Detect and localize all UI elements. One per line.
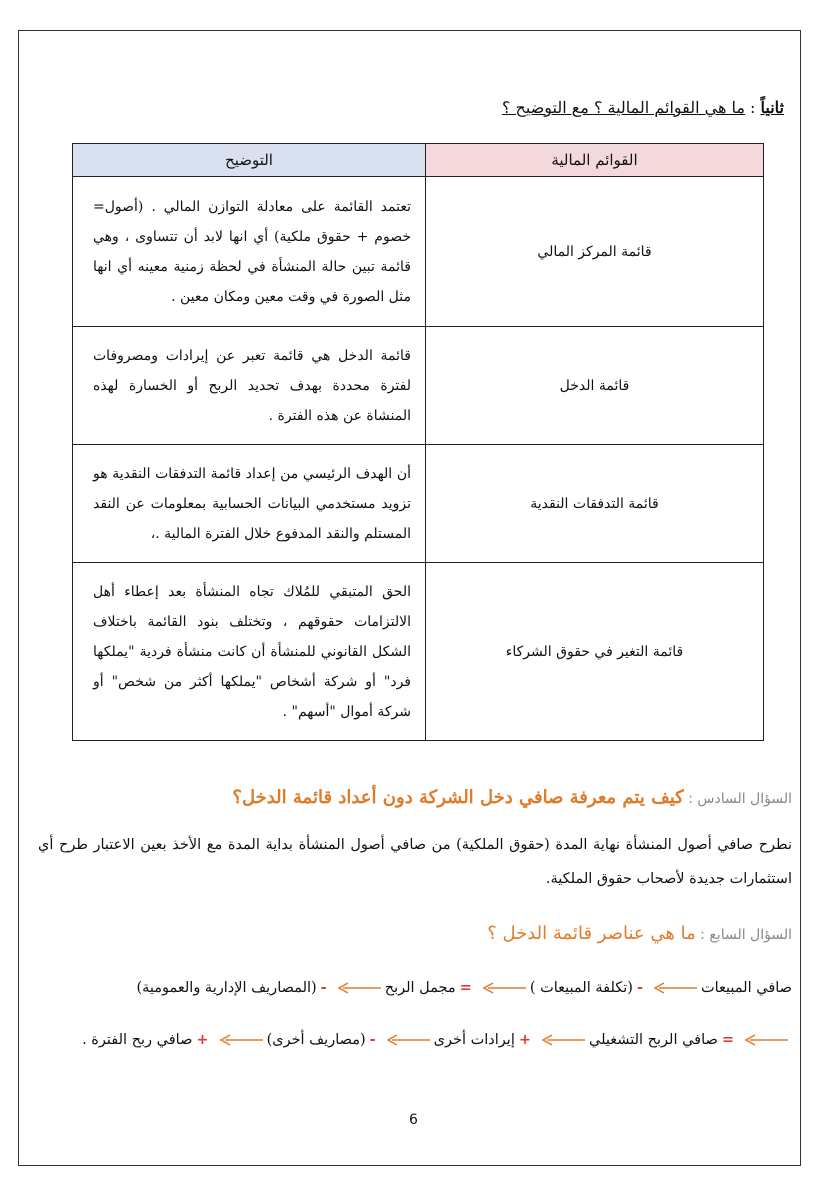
statement-name: قائمة المركز المالي [426,177,764,327]
statement-name: قائمة التدفقات النقدية [426,445,764,563]
financial-statements-table [72,143,764,741]
q6-text: كيف يتم معرفة صافي دخل الشركة دون أعداد قائمة الدخل؟ [232,787,684,808]
header-statements: القوائم المالية [426,144,764,177]
formula-operator: = [721,1032,734,1048]
formula-operator: - [369,1032,376,1048]
page-number: 6 [409,1112,418,1128]
arrow-left-icon [335,982,381,994]
formula-operator: + [518,1032,532,1048]
formula-term: صافي الربح التشغيلي [589,1032,718,1048]
formula-term: (مصاريف أخرى) [266,1032,366,1048]
heading-text: ما هي القوائم المالية ؟ مع التوضيح ؟ [501,98,745,117]
statement-explanation: الحق المتبقي للمُلاك تجاه المنشأة بعد إعطاء أهل الالتزامات حقوقهم ، وتختلف بنود القائمة باختلاف الشكل القانوني للمنشأة أن كانت منشأة فردية "يملكها فرد" أو شركة أشخاص "يملكها أكثر من شخص" أو شركة أموال "أسهم" . [73,563,426,741]
heading-colon: : [744,98,761,117]
arrow-left-icon [742,1034,788,1046]
statement-explanation: قائمة الدخل هي قائمة تعبر عن إيرادات ومصروفات لفترة محددة بهدف تحديد الربح أو الخسارة لهذه المنشاة عن هذه الفترة . [73,327,426,445]
formula-term: إيرادات أخرى [433,1032,515,1048]
formula-term: صافي المبيعات [700,980,792,996]
formula-operator: = [459,980,472,996]
q7-colon: : [695,927,710,943]
formula-line-2 [82,1027,792,1053]
header-explanation: التوضيح [73,144,426,177]
arrow-left-icon [651,982,697,994]
question-six [232,787,792,808]
formula-term: (المصاريف الإدارية والعمومية) [136,980,317,996]
statement-explanation: أن الهدف الرئيسي من إعداد قائمة التدفقات النقدية هو تزويد مستخدمي البيانات الحسابية بمعلومات عن النقد المستلم والنقد المدفوع خلال الفترة المالية .، [73,445,426,563]
heading-label: ثانياً [760,98,784,117]
arrow-left-icon [480,982,526,994]
q6-answer: نطرح صافي أصول المنشأة نهاية المدة (حقوق الملكية) من صافي أصول المنشأة بداية المدة مع الأخذ بعين الاعتبار طرح أي استثمارات جديدة لأصحاب حقوق الملكية. [38,837,792,887]
statement-name: قائمة التغير في حقوق الشركاء [426,563,764,741]
question-seven [487,923,792,944]
q6-colon: : [683,791,698,807]
q6-label: السؤال السادس [697,791,792,807]
table-row [73,563,764,741]
formula-term: صافي ربح الفترة . [82,1032,193,1048]
formula-operator: - [320,980,327,996]
statement-name: قائمة الدخل [426,327,764,445]
table-row [73,177,764,327]
formula-operator: + [196,1032,209,1048]
table-header-row [73,144,764,177]
table-row [73,445,764,563]
section-heading [502,98,784,117]
arrow-left-icon [217,1034,263,1046]
formula-term: (تكلفة المبيعات ) [529,980,633,996]
q7-text: ما هي عناصر قائمة الدخل ؟ [487,923,696,944]
formula-operator: - [636,980,643,996]
q7-label: السؤال السابع [709,927,792,943]
arrow-left-icon [384,1034,430,1046]
arrow-left-icon [539,1034,585,1046]
formula-line-1 [136,975,792,1001]
statement-explanation: تعتمد القائمة على معادلة التوازن المالي . (أصول= خصوم + حقوق ملكية) أي انها لابد أن تتساوى ، وهي قائمة تبين حالة المنشأة في لحظة زمنية معينه أي انها مثل الصورة في وقت معين ومكان معين . [73,177,426,327]
formula-term: مجمل الربح [384,980,456,996]
table-row [73,327,764,445]
